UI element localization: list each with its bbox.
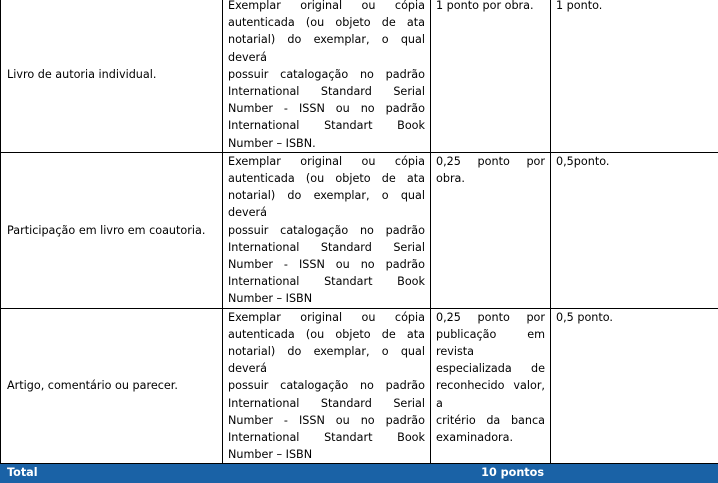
document-line: Exemplar original ou cópia: [228, 153, 425, 170]
criterion-cell: Livro de autoria individual.: [1, 0, 223, 152]
total-label: Total: [1, 464, 223, 483]
points-line: examinadora.: [436, 429, 545, 446]
document-line: International Standard Serial: [228, 239, 425, 256]
total-value: 10 pontos: [223, 464, 551, 483]
points-line: 1 ponto por obra.: [436, 0, 545, 14]
document-line: autenticada (ou objeto de ata: [228, 326, 425, 343]
points-line: revista: [436, 343, 545, 360]
max-line: 0,5ponto.: [556, 153, 713, 170]
document-line: notarial) do exemplar, o qual deverá: [228, 31, 425, 65]
document-line: International Standard Serial: [228, 395, 425, 412]
points-line: especializada de: [436, 360, 545, 377]
table-row: [1, 308, 718, 464]
document-line: possuir catalogação no padrão: [228, 377, 425, 394]
criterion-cell: Artigo, comentário ou parecer.: [1, 308, 223, 464]
points-line: reconhecido valor, a: [436, 377, 545, 411]
document-cell: [223, 0, 431, 152]
total-row: [1, 464, 718, 483]
document-line: notarial) do exemplar, o qual deverá: [228, 187, 425, 221]
document-line: International Standard Serial: [228, 83, 425, 100]
points-line: critério da banca: [436, 412, 545, 429]
points-line: 0,25 ponto por: [436, 309, 545, 326]
document-line: Number – ISBN: [228, 290, 425, 307]
table-row: [1, 152, 718, 308]
max-cell: [551, 308, 718, 464]
document-line: Number - ISSN ou no padrão: [228, 256, 425, 273]
max-cell: [551, 0, 718, 152]
document-line: International Standart Book: [228, 429, 425, 446]
points-cell: [431, 308, 551, 464]
points-line: obra.: [436, 170, 545, 187]
document-line: Number – ISBN: [228, 446, 425, 463]
points-cell: [431, 0, 551, 152]
document-line: Exemplar original ou cópia: [228, 0, 425, 14]
document-line: autenticada (ou objeto de ata: [228, 170, 425, 187]
document-cell: [223, 308, 431, 464]
criterion-cell: Participação em livro em coautoria.: [1, 152, 223, 308]
document-line: autenticada (ou objeto de ata: [228, 14, 425, 31]
document-line: International Standart Book: [228, 273, 425, 290]
points-line: 0,25 ponto por: [436, 153, 545, 170]
total-empty-cell: [551, 464, 718, 483]
document-line: possuir catalogação no padrão: [228, 222, 425, 239]
max-line: 1 ponto.: [556, 0, 713, 14]
document-line: Exemplar original ou cópia: [228, 309, 425, 326]
document-line: possuir catalogação no padrão: [228, 66, 425, 83]
document-cell: [223, 152, 431, 308]
max-cell: [551, 152, 718, 308]
document-line: Number - ISSN ou no padrão: [228, 100, 425, 117]
points-line: publicação em: [436, 326, 545, 343]
document-line: International Standart Book: [228, 117, 425, 134]
points-cell: [431, 152, 551, 308]
max-line: 0,5 ponto.: [556, 309, 713, 326]
document-line: notarial) do exemplar, o qual deverá: [228, 343, 425, 377]
document-line: Number – ISBN.: [228, 135, 425, 152]
document-line: Number - ISSN ou no padrão: [228, 412, 425, 429]
table-row: [1, 0, 718, 152]
